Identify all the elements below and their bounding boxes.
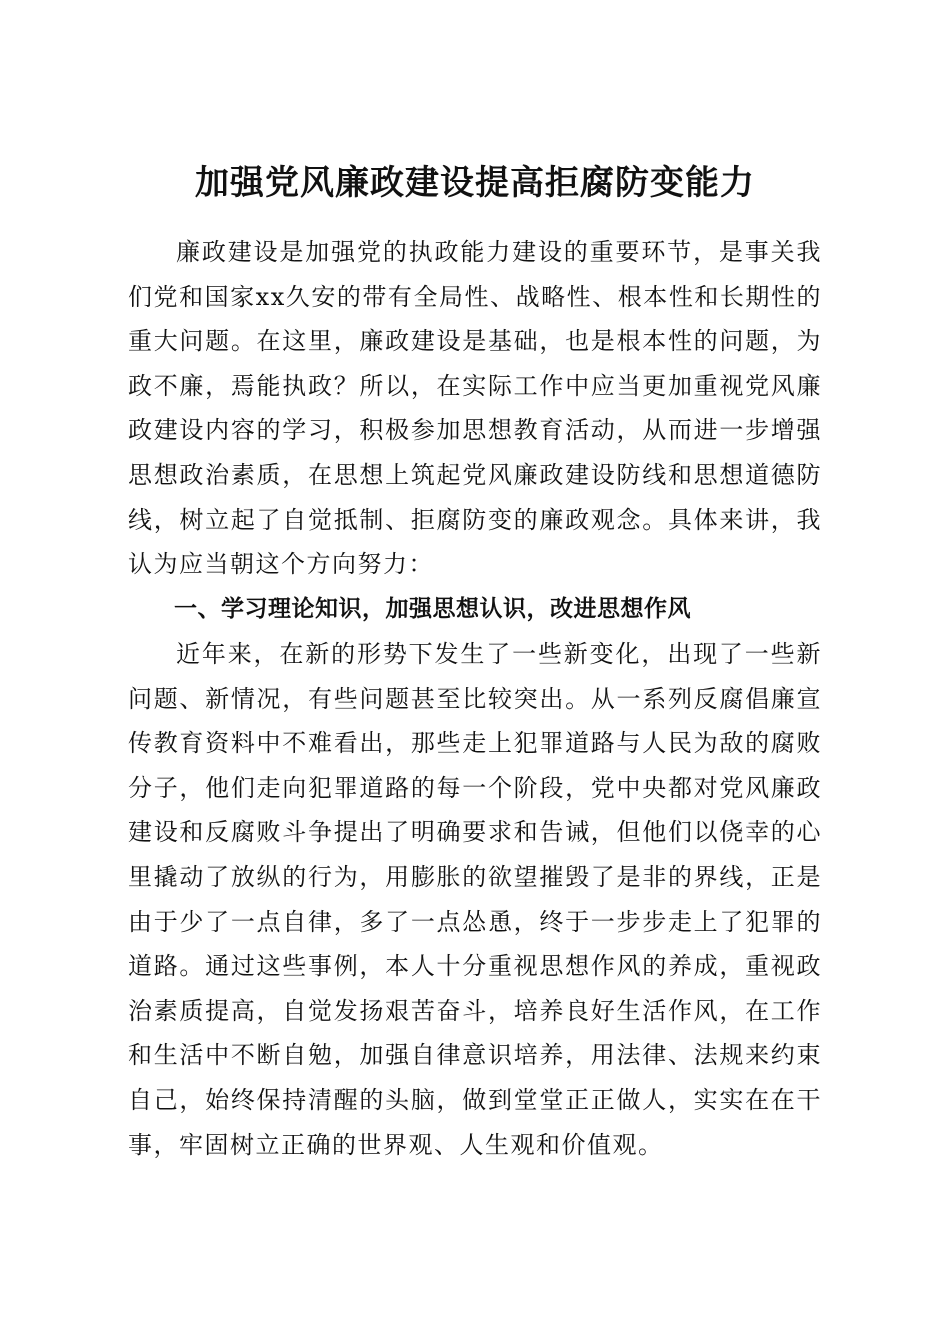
section-1-paragraph: 近年来，在新的形势下发生了一些新变化，出现了一些新问题、新情况，有些问题甚至比较突出。从一系列反腐倡廉宣传教育资料中不难看出，那些走上犯罪道路与人民为敌的腐败分子，他们走向犯罪道路的每一个阶段，党中央都对党风廉政建设和反腐败斗争提出了明确要求和告诫，但他们以侥幸的心里撬动了放纵的行为，用膨胀的欲望摧毁了是非的界线，正是由于少了一点自律，多了一点怂恿，终于一步步走上了犯罪的道路。通过这些事例，本人十分重视思想作风的养成，重视政治素质提高，自觉发扬艰苦奋斗，培养良好生活作风，在工作和生活中不断自勉，加强自律意识培养，用法律、法规来约束自己，始终保持清醒的头脑，做到堂堂正正做人，实实在在干事，牢固树立正确的世界观、人生观和价值观。 [128,640,822,1159]
document-title: 加强党风廉政建设提高拒腐防变能力 [195,162,755,203]
section-1-heading: 一、学习理论知识，加强思想认识，改进思想作风 [174,596,691,622]
intro-paragraph: 廉政建设是加强党的执政能力建设的重要环节，是事关我们党和国家xx久安的带有全局性、战略性、根本性和长期性的重大问题。在这里，廉政建设是基础，也是根本性的问题，为政不廉，焉能执政？所以，在实际工作中应当更加重视党风廉政建设内容的学习，积极参加思想教育活动，从而进一步增强思想政治素质，在思想上筑起党风廉政建设防线和思想道德防线，树立起了自觉抵制、拒腐防变的廉政观念。具体来讲，我认为应当朝这个方向努力： [128,238,822,579]
